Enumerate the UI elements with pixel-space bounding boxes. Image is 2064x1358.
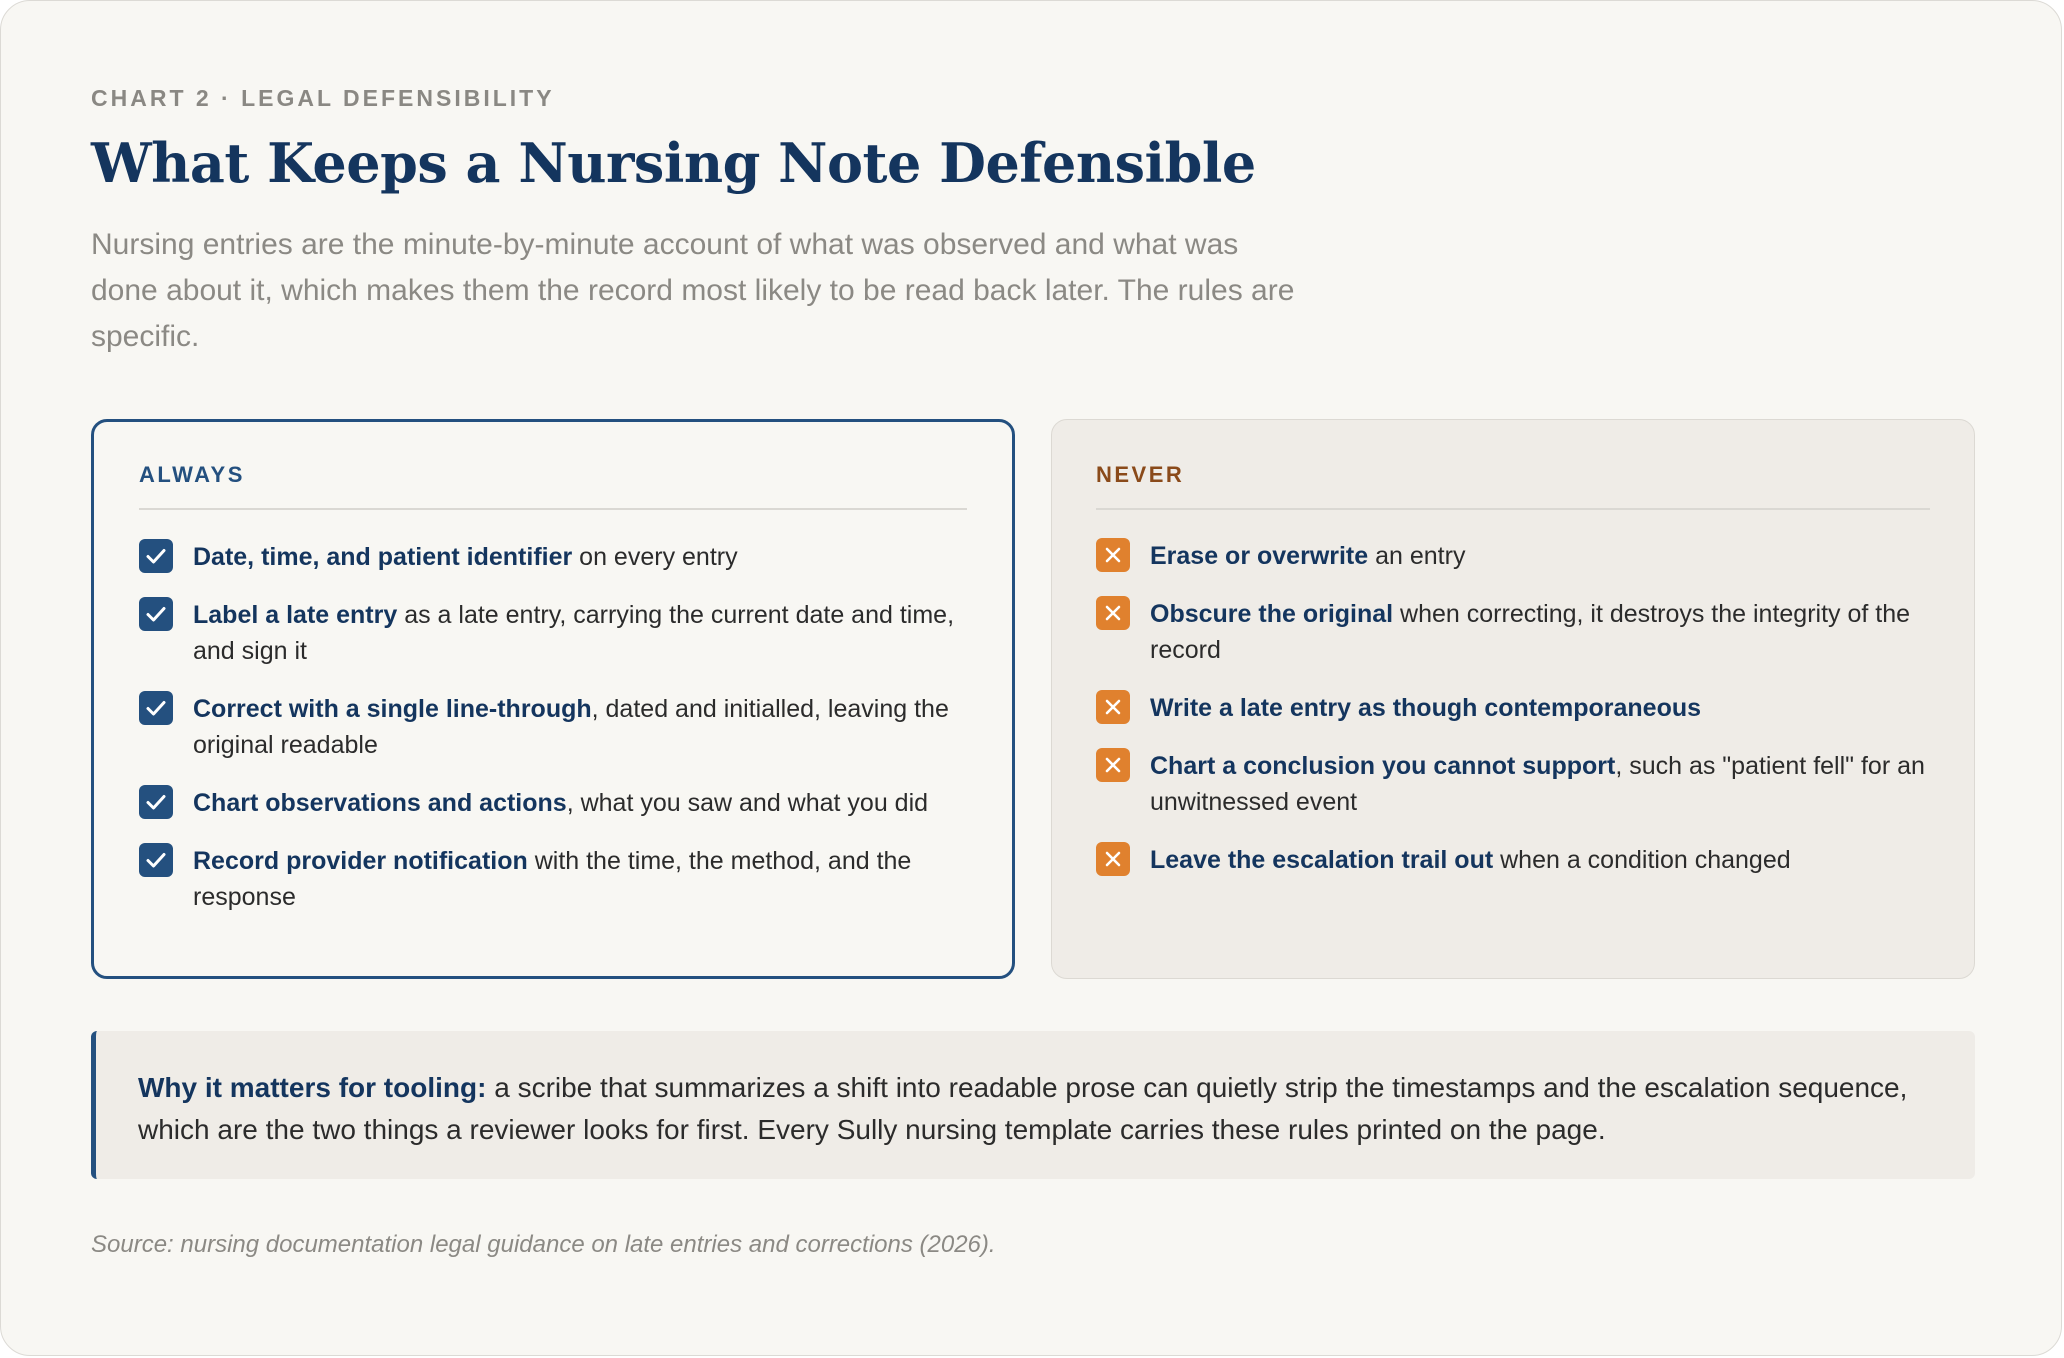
always-item-text: , what you saw and what you did [566,789,929,817]
never-heading: NEVER [1096,462,1930,510]
always-item-lead: Date, time, and patient identifier [193,543,573,571]
always-item [139,843,972,915]
never-item-lead: Leave the escalation trail out [1150,846,1494,874]
x-icon [1096,596,1130,630]
never-item [1096,596,1934,668]
x-icon [1096,538,1130,572]
never-item [1096,538,1934,574]
source-note: Source: nursing documentation legal guidance on late entries and corrections (2026). [91,1231,996,1258]
checkmark-icon [139,597,173,631]
x-icon [1096,690,1130,724]
always-item-lead: Chart observations and actions [193,789,567,817]
callout-lead: Why it matters for tooling: [138,1072,487,1103]
never-item-lead: Write a late entry as though contemporaneous [1150,694,1702,722]
never-item-lead: Obscure the original [1150,600,1394,628]
always-item-text: with the time, the method, and the response [193,847,912,911]
always-item-text: , dated and initialled, leaving the original readable [193,695,949,759]
callout-body: a scribe that summarizes a shift into readable prose can quietly strip the timestamps and the escalation sequence, which are the two things a reviewer looks for first. Every Sully nursing template carries these rules printed on the page. [138,1072,1908,1145]
never-item [1096,748,1934,820]
always-item-text: as a late entry, carrying the current date and time, and sign it [193,601,955,665]
always-item [139,539,972,575]
tooling-callout [91,1031,1975,1179]
always-item [139,691,972,763]
never-item-text: when a condition changed [1493,846,1791,874]
always-panel [91,419,1015,979]
never-item [1096,690,1934,726]
never-item-text: , such as "patient fell" for an unwitnessed event [1150,752,1925,816]
always-item-lead: Label a late entry [193,601,398,629]
checkmark-icon [139,691,173,725]
never-item-text: an entry [1368,542,1466,570]
never-list [1096,538,1934,900]
always-item-lead: Correct with a single line-through [193,695,592,723]
x-icon [1096,748,1130,782]
never-item-lead: Erase or overwrite [1150,542,1369,570]
checkmark-icon [139,785,173,819]
always-item [139,597,972,669]
always-list [139,539,972,937]
x-icon [1096,842,1130,876]
page-subtitle: Nursing entries are the minute-by-minute account of what was observed and what was done about it, which makes them the record most likely to be read back later. The rules are specific. [91,228,1295,353]
checkmark-icon [139,843,173,877]
never-item-lead: Chart a conclusion you cannot support [1150,752,1616,780]
page-title: What Keeps a Nursing Note Defensible [91,131,1256,195]
never-panel [1051,419,1975,979]
chart-eyebrow: CHART 2 · LEGAL DEFENSIBILITY [91,85,555,111]
checkmark-icon [139,539,173,573]
never-item-text: when correcting, it destroys the integrity of the record [1150,600,1911,664]
always-item-lead: Record provider notification [193,847,528,875]
always-heading: ALWAYS [139,462,967,510]
always-item-text: on every entry [572,543,738,571]
never-item [1096,842,1934,878]
always-item [139,785,972,821]
